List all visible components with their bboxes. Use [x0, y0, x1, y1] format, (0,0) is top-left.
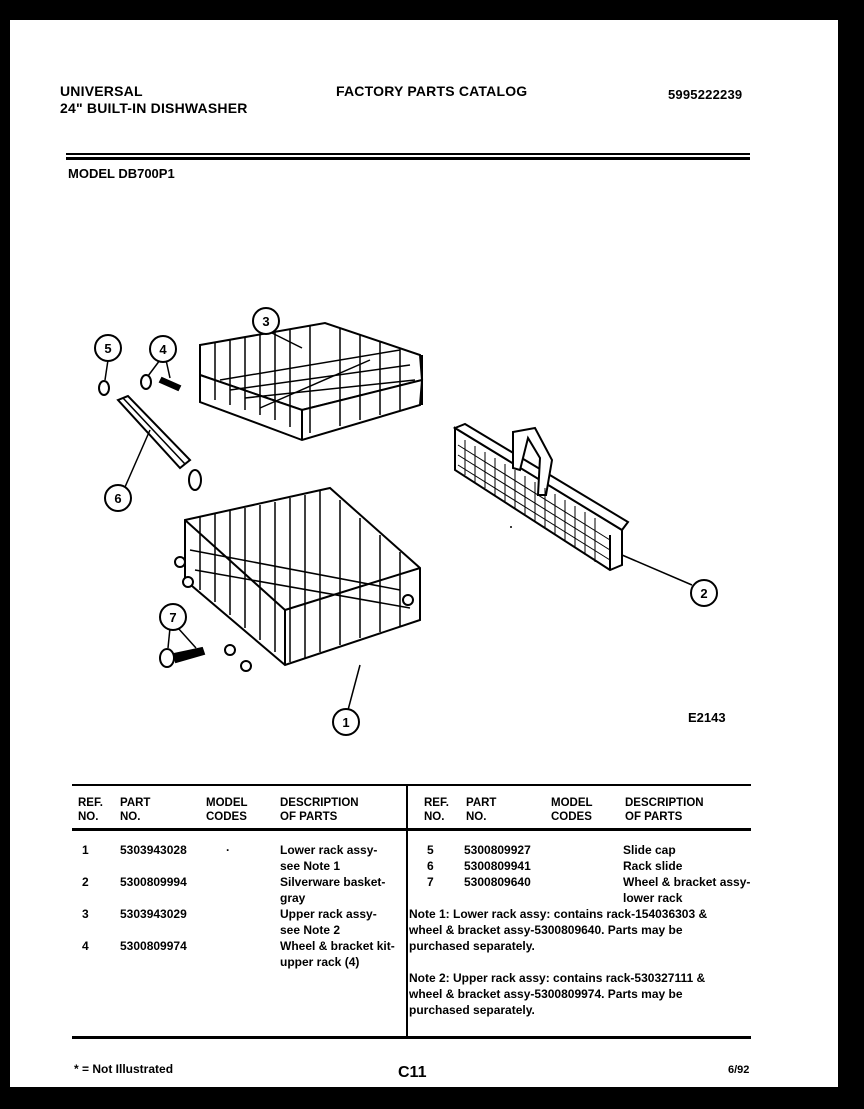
product-name: 24" BUILT-IN DISHWASHER — [60, 100, 248, 116]
revision-date: 6/92 — [728, 1064, 750, 1076]
catalog-title: FACTORY PARTS CATALOG — [336, 83, 528, 99]
silverware-basket-illustration — [455, 424, 628, 570]
col-model-codes: MODEL CODES — [206, 797, 248, 823]
col-part-no-right: PART NO. — [466, 797, 497, 823]
col-description: DESCRIPTION OF PARTS — [280, 797, 359, 823]
header-rule-top — [66, 153, 750, 155]
svg-text:5: 5 — [104, 341, 112, 356]
svg-text:6: 6 — [114, 491, 122, 506]
svg-text:2: 2 — [700, 586, 708, 601]
col-model-codes-right: MODEL CODES — [551, 797, 593, 823]
header-rule-bottom — [66, 157, 750, 160]
catalog-page — [10, 20, 838, 1087]
svg-text:4: 4 — [159, 342, 167, 357]
table-header-rule — [72, 828, 751, 831]
page-number: C11 — [398, 1064, 427, 1081]
not-illustrated-legend: * = Not Illustrated — [74, 1062, 174, 1076]
col-description-right: DESCRIPTION OF PARTS — [625, 797, 704, 823]
parts-table: REF. NO. PART NO. MODEL CODES DESCRIPTION OF PARTS REF. NO. PART NO. MODEL CODES DESCRIPTION OF PARTS 1 5303943028 · Lower rack assy- see Note 1 2 5300809994 Silverware basket- gray 3 5303943029 Upper rack assy- see Note 2 4 5300809974 Wheel & bracket kit- upper rack (4) 5 5300809927 Slide cap 6 5300809941 Rack slide 7 5300809640 Wheel & bracket assy- lower rack Note 1: Lower rack assy: contains rack-154036303 & wheel & bracket assy-5300809640. Parts may be purchased separately. Note 2: Upper rack assy: contains rack-530327111 & wheel & bracket assy-5300809974. Parts may be purchased separately. — [72, 784, 751, 1038]
svg-text:1: 1 — [342, 715, 350, 730]
table-center-divider — [406, 784, 408, 1038]
note-1: Note 1: Lower rack assy: contains rack-154036303 & wheel & bracket assy-5300809640. Parts may be purchased separately. — [409, 907, 708, 953]
catalog-number: 5995222239 — [668, 87, 743, 102]
table-bottom-rule — [72, 1036, 751, 1039]
svg-text:3: 3 — [262, 314, 270, 329]
svg-text:7: 7 — [169, 610, 177, 625]
brand-name: UNIVERSAL — [60, 83, 143, 99]
col-ref-no: REF. NO. — [78, 797, 103, 823]
exploded-parts-diagram — [70, 290, 790, 760]
note-2: Note 2: Upper rack assy: contains rack-530327111 & wheel & bracket assy-5300809974. Parts may be purchased separately. — [409, 971, 706, 1017]
model-number: MODEL DB700P1 — [68, 166, 175, 181]
table-top-rule — [72, 784, 751, 786]
col-ref-no-right: REF. NO. — [424, 797, 449, 823]
figure-code: E2143 — [688, 710, 726, 725]
lower-rack-illustration — [175, 488, 420, 671]
col-part-no: PART NO. — [120, 797, 151, 823]
upper-rack-illustration — [200, 323, 422, 440]
